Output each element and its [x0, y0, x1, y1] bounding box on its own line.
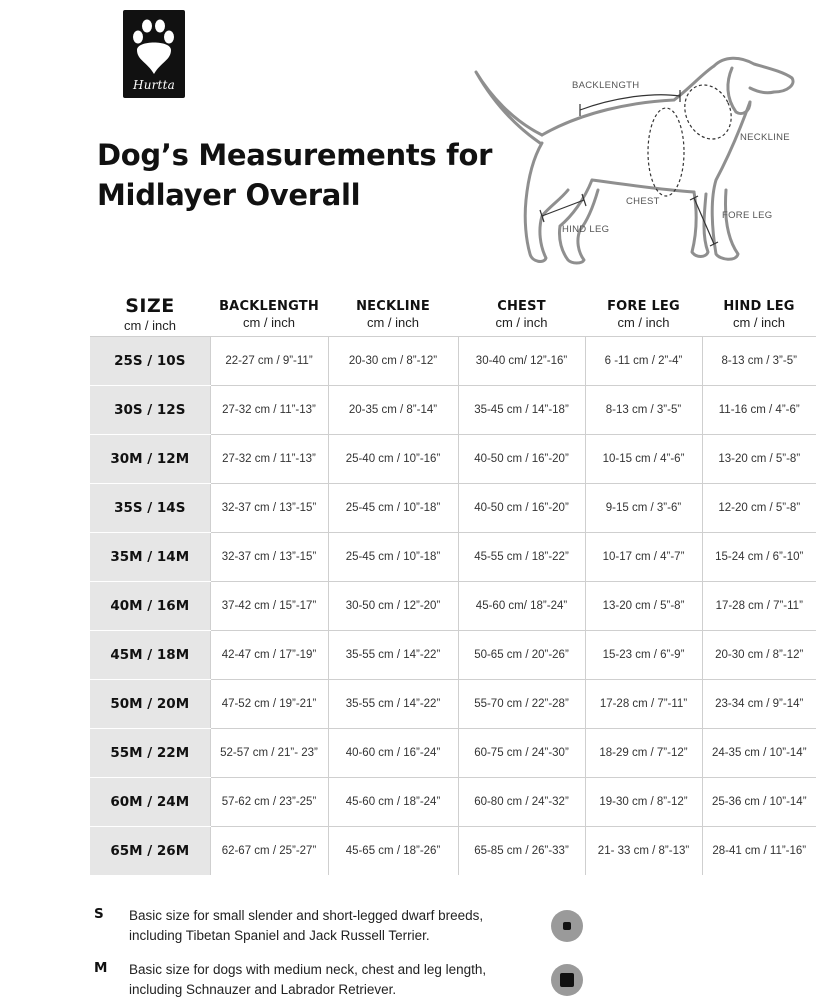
table-row: [90, 827, 816, 876]
measurement-cell: 32-37 cm / 13”-15”: [210, 533, 328, 582]
measurement-cell: 10-15 cm / 4”-6”: [585, 435, 702, 484]
header-backlength: BACKLENGTH cm / inch: [210, 292, 328, 337]
measurement-cell: 37-42 cm / 15”-17”: [210, 582, 328, 631]
size-cell: 30S / 12S: [90, 386, 210, 435]
note-text: Basic size for small slender and short-legged dwarf breeds, including Tibetan Spaniel and Jack Russell Terrier.: [129, 908, 484, 943]
header-hind-leg: HIND LEG cm / inch: [702, 292, 816, 337]
size-cell: 40M / 16M: [90, 582, 210, 631]
measurement-cell: 17-28 cm / 7”-11”: [585, 680, 702, 729]
measurement-cell: 40-50 cm / 16”-20”: [458, 484, 585, 533]
table-row: [90, 680, 816, 729]
size-cell: 30M / 12M: [90, 435, 210, 484]
header-size: SIZE cm / inch: [90, 292, 210, 337]
table-row: [90, 435, 816, 484]
measurement-cell: 32-37 cm / 13”-15”: [210, 484, 328, 533]
header-fore-leg: FORE LEG cm / inch: [585, 292, 702, 337]
table-row: [90, 386, 816, 435]
neckline-line: [676, 77, 740, 146]
measurement-cell: 30-40 cm/ 12”-16”: [458, 337, 585, 386]
measurement-cell: 25-40 cm / 10”-16”: [328, 435, 458, 484]
label-chest: CHEST: [626, 196, 660, 207]
measurement-cell: 21- 33 cm / 8”-13”: [585, 827, 702, 876]
hurtta-logo: [123, 10, 185, 98]
size-cell: 25S / 10S: [90, 337, 210, 386]
measurement-cell: 47-52 cm / 19”-21”: [210, 680, 328, 729]
measurement-cell: 13-20 cm / 5”-8”: [585, 582, 702, 631]
label-backlength: BACKLENGTH: [572, 80, 640, 91]
chest-line: [648, 108, 684, 196]
title-line-1: Dog’s Measurements for: [97, 138, 493, 172]
measurement-cell: 40-50 cm / 16”-20”: [458, 435, 585, 484]
measurement-cell: 62-67 cm / 25”-27”: [210, 827, 328, 876]
dog-measurement-diagram: [462, 40, 812, 280]
page-title: [97, 135, 492, 215]
note-text: Basic size for dogs with medium neck, chest and leg length, including Schnauzer and Labrador Retriever.: [129, 962, 487, 997]
note-code: M: [94, 960, 108, 976]
label-fore-leg: FORE LEG: [722, 210, 773, 221]
measurement-cell: 25-45 cm / 10”-18”: [328, 484, 458, 533]
measurement-cell: 60-80 cm / 24”-32”: [458, 778, 585, 827]
measurement-cell: 57-62 cm / 23”-25”: [210, 778, 328, 827]
measurement-cell: 45-65 cm / 18”-26”: [328, 827, 458, 876]
measurement-cell: 24-35 cm / 10”-14”: [702, 729, 816, 778]
measurement-cell: 20-30 cm / 8”-12”: [702, 631, 816, 680]
note-code: S: [94, 906, 104, 922]
measurement-cell: 55-70 cm / 22”-28”: [458, 680, 585, 729]
logo-text: Hurtta: [133, 78, 175, 92]
measurement-cell: 11-16 cm / 4”-6”: [702, 386, 816, 435]
measurement-cell: 15-24 cm / 6”-10”: [702, 533, 816, 582]
size-cell: 35M / 14M: [90, 533, 210, 582]
measurement-cell: 42-47 cm / 17”-19”: [210, 631, 328, 680]
measurement-cell: 13-20 cm / 5”-8”: [702, 435, 816, 484]
measurement-cell: 28-41 cm / 11”-16”: [712, 845, 807, 857]
measurement-cell: 27-32 cm / 11”-13”: [210, 435, 328, 484]
measurement-cell: 8-13 cm / 3”-5”: [585, 386, 702, 435]
paw-icon: [123, 10, 185, 80]
table-row: [90, 582, 816, 631]
measurement-cell: 20-30 cm / 8”-12”: [328, 337, 458, 386]
measurement-cell: 45-60 cm/ 18”-24”: [458, 582, 585, 631]
measurement-cell: 15-23 cm / 6”-9”: [585, 631, 702, 680]
measurement-cell: 35-45 cm / 14”-18”: [458, 386, 585, 435]
table-body: [90, 337, 816, 876]
table-row: [90, 484, 816, 533]
measurement-cell: 6 -11 cm / 2”-4”: [585, 337, 702, 386]
measurement-cell: 10-17 cm / 4”-7”: [585, 533, 702, 582]
size-cell: 65M / 26M: [90, 827, 210, 876]
measurement-cell: 30-50 cm / 12”-20”: [328, 582, 458, 631]
measurement-cell: 12-20 cm / 5”-8”: [702, 484, 816, 533]
measurement-cell: 25-45 cm / 10”-18”: [328, 533, 458, 582]
measurement-cell: 45-60 cm / 18”-24”: [328, 778, 458, 827]
small-square-icon: [551, 910, 583, 942]
measurement-cell: 22-27 cm / 9”-11”: [210, 337, 328, 386]
measurement-cell: 45-55 cm / 18”-22”: [458, 533, 585, 582]
medium-square-icon: [551, 964, 583, 996]
table-row: [90, 533, 816, 582]
size-cell: 55M / 22M: [90, 729, 210, 778]
measurement-cell: 35-55 cm / 14”-22”: [328, 680, 458, 729]
table-row: [90, 778, 816, 827]
table-row: [90, 631, 816, 680]
table-header-row: [90, 292, 816, 337]
table-row: [90, 337, 816, 386]
measurement-cell: 60-75 cm / 24”-30”: [458, 729, 585, 778]
measurement-cell: 52-57 cm / 21”- 23”: [210, 729, 328, 778]
measurement-cell: 40-60 cm / 16”-24”: [328, 729, 458, 778]
measurement-cell: 23-34 cm / 9”-14”: [702, 680, 816, 729]
measurement-cell: 25-36 cm / 10”-14”: [702, 778, 816, 827]
label-hind-leg: HIND LEG: [562, 224, 610, 235]
measurement-cell: 65-85 cm / 26”-33”: [458, 827, 585, 876]
measurement-cell: 9-15 cm / 3”-6”: [585, 484, 702, 533]
header-neckline: NECKLINE cm / inch: [328, 292, 458, 337]
measurement-cell: 20-35 cm / 8”-14”: [328, 386, 458, 435]
measurement-cell: 8-13 cm / 3”-5”: [702, 337, 816, 386]
measurement-cell: 17-28 cm / 7”-11”: [702, 582, 816, 631]
measurement-cell: 18-29 cm / 7”-12”: [585, 729, 702, 778]
label-neckline: NECKLINE: [740, 132, 790, 143]
measurement-cell: 50-65 cm / 20”-26”: [458, 631, 585, 680]
size-cell: 50M / 20M: [90, 680, 210, 729]
title-line-2: Midlayer Overall: [97, 178, 361, 212]
measurement-cell: 19-30 cm / 8”-12”: [585, 778, 702, 827]
size-table: [90, 292, 816, 875]
size-cell: 60M / 24M: [90, 778, 210, 827]
size-cell: 45M / 18M: [90, 631, 210, 680]
size-cell: 35S / 14S: [90, 484, 210, 533]
measurement-cell: 27-32 cm / 11”-13”: [210, 386, 328, 435]
measurement-cell: 35-55 cm / 14”-22”: [328, 631, 458, 680]
table-row: [90, 729, 816, 778]
header-chest: CHEST cm / inch: [458, 292, 585, 337]
